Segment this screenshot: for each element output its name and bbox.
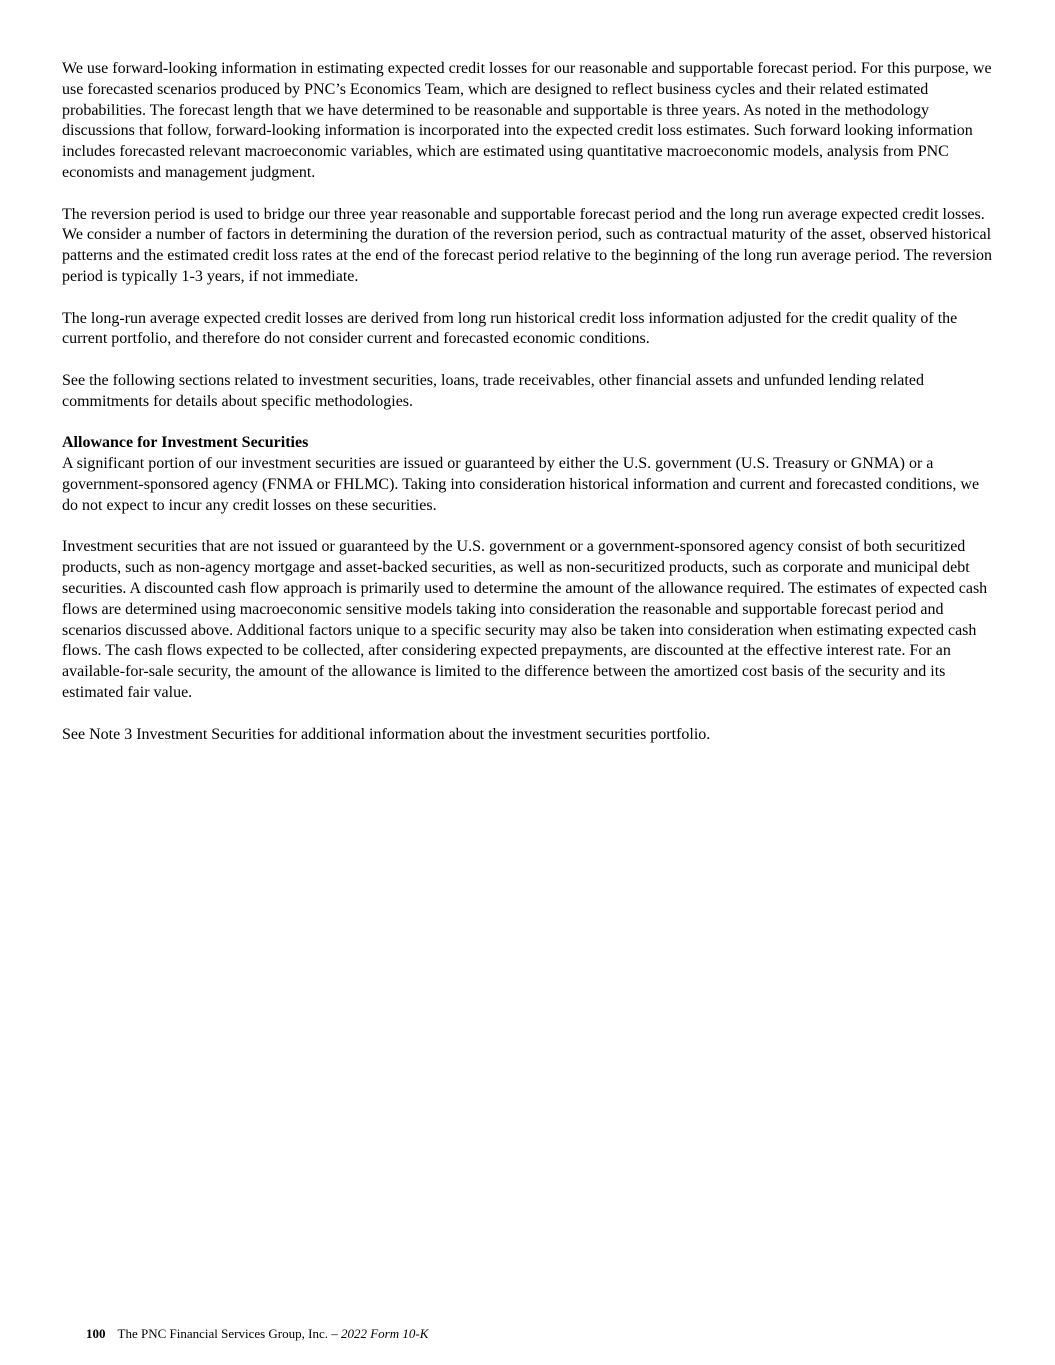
paragraph-long-run-average: The long-run average expected credit losses are derived from long run historical credit loss information adjusted for the credit quality of the current portfolio, and therefore do not consider current and forecasted economic conditions. [62, 309, 958, 348]
section-allowance-investment-securities [62, 433, 994, 745]
document-body [62, 59, 994, 766]
section-heading: Allowance for Investment Securities [62, 434, 309, 452]
footer-form: 2022 Form 10-K [340, 1326, 429, 1341]
paragraph-forward-looking: We use forward-looking information in estimating expected credit losses for our reasonable and supportable forecast period. For this purpose, we use forecasted scenarios produced by PNC’s Economics Team, which are designed to reflect business cycles and their related estimated probabilities. The forecast length that we have determined to be reasonable and supportable is three years. As noted in the methodology discussions that follow, forward-looking information is incorporated into the expected credit loss estimates. Such forward looking information includes forecasted relevant macroeconomic variables, which are estimated using quantitative macroeconomic models, analysis from PNC economists and management judgment. [62, 60, 992, 181]
footer-company: The PNC Financial Services Group, Inc. – [117, 1326, 338, 1341]
paragraph-government-securities: A significant portion of our investment securities are issued or guaranteed by either the U.S. government (U.S. Treasury or GNMA) or a government-sponsored agency (FNMA or FHLMC). Taking into consideration historical information and current and forecasted conditions, we do not expect to incur any credit losses on these securities. [62, 455, 980, 514]
paragraph-reversion-period: The reversion period is used to bridge our three year reasonable and supportable forecast period and the long run average expected credit losses. We consider a number of factors in determining the duration of the reversion period, such as contractual maturity of the asset, observed historical patterns and the estimated credit loss rates at the end of the forecast period relative to the beginning of the long run average period. The reversion period is typically 1-3 years, if not immediate. [62, 205, 993, 285]
paragraph-see-note-3: See Note 3 Investment Securities for additional information about the investment securities portfolio. [62, 725, 711, 743]
paragraph-non-government-securities: Investment securities that are not issued or guaranteed by the U.S. government or a government-sponsored agency consist of both securitized products, such as non-agency mortgage and asset-backed securities, as well as non-securitized products, such as corporate and municipal debt securities. A discounted cash flow approach is primarily used to determine the amount of the allowance required. The estimates of expected cash flows are determined using macroeconomic sensitive models taking into consideration the reasonable and supportable forecast period and scenarios discussed above. Additional factors unique to a specific security may also be taken into consideration when estimating expected cash flows. The cash flows expected to be collected, after considering expected prepayments, are discounted at the effective interest rate. For an available-for-sale security, the amount of the allowance is limited to the difference between the amortized cost basis of the security and its estimated fair value. [62, 538, 988, 701]
paragraph-see-following-sections: See the following sections related to investment securities, loans, trade receivables, other financial assets and unfunded lending related commitments for details about specific methodologies. [62, 371, 924, 410]
page-number: 100 [86, 1326, 106, 1341]
page-footer [86, 1326, 428, 1342]
